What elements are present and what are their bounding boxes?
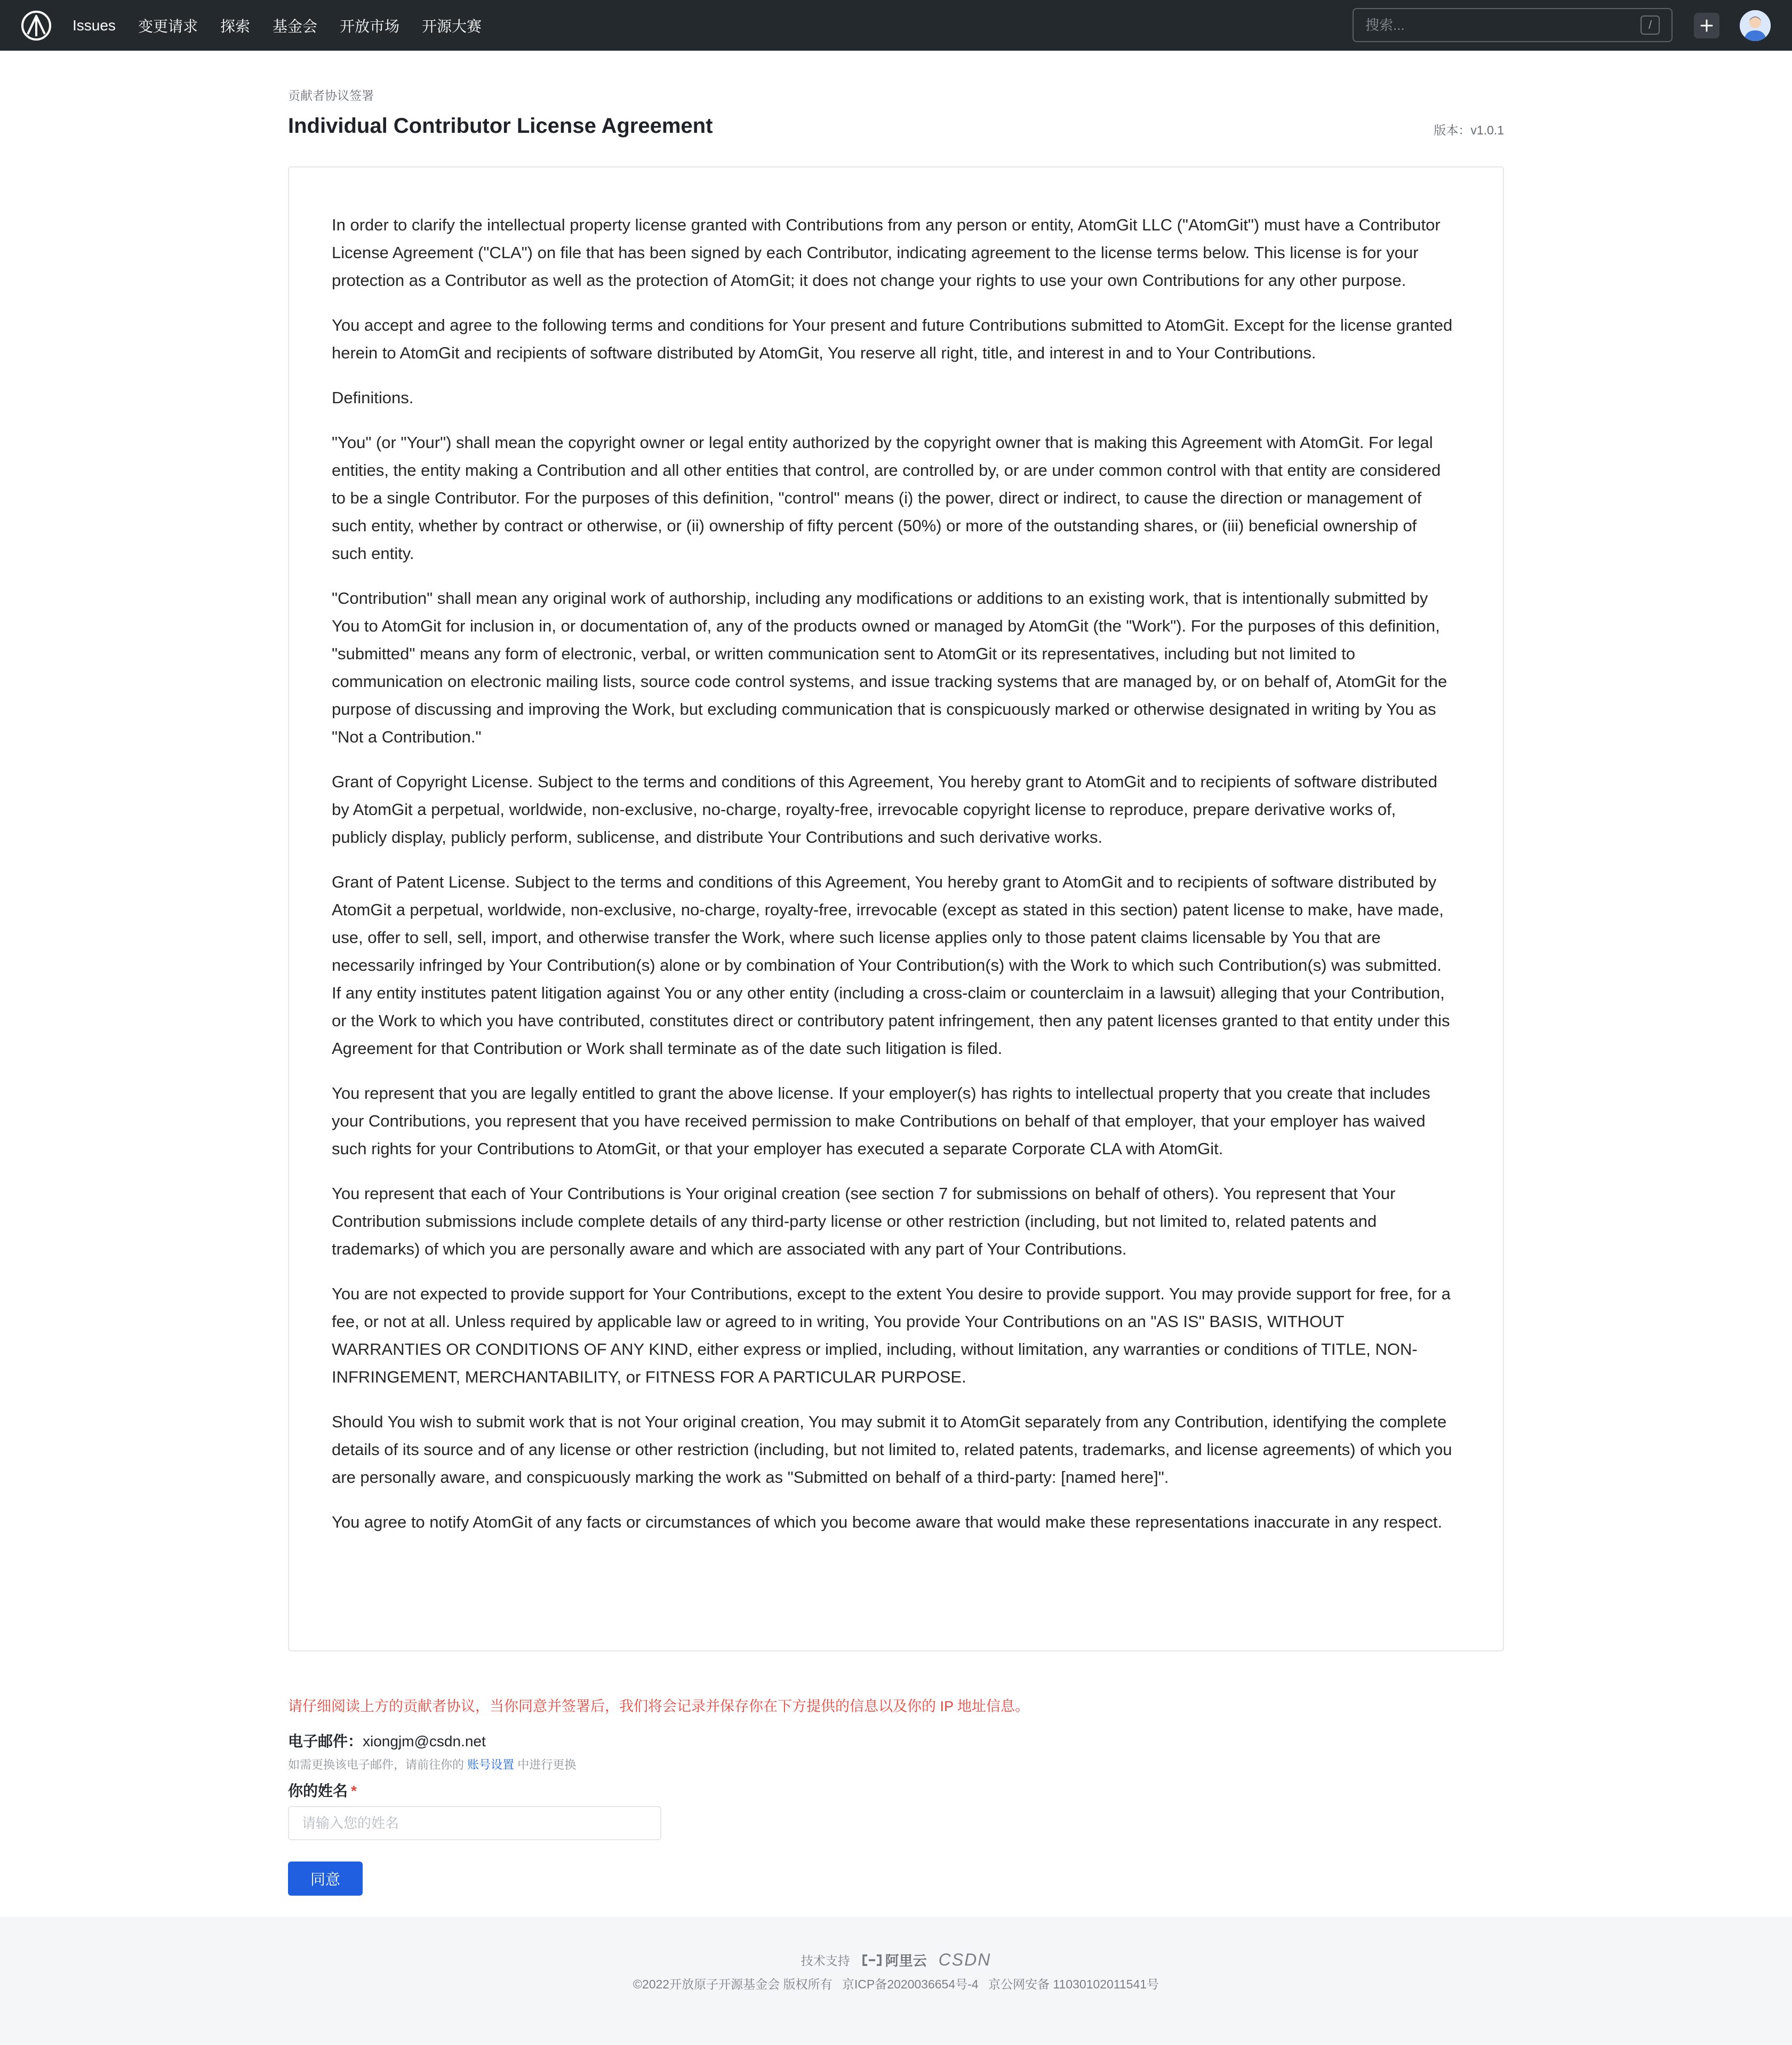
agreement-paragraph: You are not expected to provide support for Your Contributions, except to the extent You desire to provide support. You may provide support for free, for a fee, or not at all. Unless required by applicable law or agreed to in writing, You provide Your Contributions on an "AS IS" BASIS, WITHOUT WARRANTIES OR CONDITIONS OF ANY KIND, either express or implied, including, without limitation, any warranties or conditions of TITLE, NON-INFRINGEMENT, MERCHANTABILITY, or FITNESS FOR A PARTICULAR PURPOSE. xyxy=(332,1284,1451,1386)
nav-link-foundation[interactable]: 基金会 xyxy=(272,18,317,35)
nav-link-contest[interactable]: 开源大赛 xyxy=(422,18,482,35)
agreement-paragraph: "Contribution" shall mean any original work of authorship, including any modifications or additions to an existing work, that is intentionally submitted by You to AtomGit for inclusion in, or documentation of, any of the products owned or managed by AtomGit (the "Work"). For the purposes of this definition, "submitted" means any form of electronic, verbal, or written communication sent to AtomGit or its representatives, including but not limited to communication on electronic mailing lists, source code control systems, and issue tracking systems that are managed by, or on behalf of, AtomGit for the purpose of discussing and improving the Work, but excluding communication that is conspicuously marked or otherwise designated in writing by You as "Not a Contribution." xyxy=(332,589,1447,746)
nav-link-open-market[interactable]: 开放市场 xyxy=(339,18,399,35)
page-title: Individual Contributor License Agreement xyxy=(288,114,713,138)
nav-links xyxy=(73,0,504,51)
agreement-paragraph: You represent that you are legally entitled to grant the above license. If your employer(s) has rights to intellectual property that you create that includes your Contributions, you represent that you have received permission to make Contributions on behalf of that employer, that your employer has waived such rights for your Contributions to AtomGit, or that your employer has executed a separate Corporate CLA with AtomGit. xyxy=(332,1084,1430,1158)
agree-button[interactable]: 同意 xyxy=(288,1862,363,1896)
nav-link-issues[interactable]: Issues xyxy=(73,17,116,34)
name-label xyxy=(288,1779,357,1801)
search-box xyxy=(1353,8,1673,42)
search-shortcut-key: / xyxy=(1641,15,1660,35)
version-label: 版本：v1.0.1 xyxy=(1434,123,1504,137)
email-value: xiongjm@csdn.net xyxy=(363,1733,486,1750)
avatar-icon xyxy=(1740,10,1771,41)
nav-link-explore[interactable]: 探索 xyxy=(220,18,250,35)
agreement-paragraph: You represent that each of Your Contributions is Your original creation (see section 7 for submissions on behalf of others). You represent that Your Contribution submissions include complete details of any third-party license or other restriction (including, but not limited to, related patents and trademarks) of which you are personally aware and which are associated with any part of Your Contributions. xyxy=(332,1184,1396,1258)
email-hint xyxy=(288,1756,576,1772)
agreement-paragraph: Should You wish to submit work that is not Your original creation, You may submit it to AtomGit separately from any Contribution, identifying the complete details of its source and of any license or other restriction (including, but not limited to, related patents, trademarks, and license agreements) of which you are personally aware, and conspicuously marking the work as "Submitted on behalf of a third-party: [named here]". xyxy=(332,1412,1452,1487)
agreement-paragraph: Grant of Copyright License. Subject to the terms and conditions of this Agreement, You hereby grant to AtomGit and to recipients of software distributed by AtomGit a perpetual, worldwide, non-exclusive, no-charge, royalty-free, irrevocable copyright license to reproduce, prepare derivative works of, publicly display, publicly perform, sublicense, and distribute Your Contributions and such derivative works. xyxy=(332,772,1438,846)
agreement-paragraph: "You" (or "Your") shall mean the copyright owner or legal entity authorized by the copyright owner that is making this Agreement with AtomGit. For legal entities, the entity making a Contribution and all other entities that control, are controlled by, or are under common control with that entity are considered to be a single Contributor. For the purposes of this definition, "control" means (i) the power, direct or indirect, to cause the direction or management of such entity, whether by contract or otherwise, or (ii) ownership of fifty percent (50%) or more of the outstanding shares, or (iii) beneficial ownership of such entity. xyxy=(332,433,1441,563)
search-input[interactable] xyxy=(1365,17,1641,34)
required-mark: * xyxy=(351,1783,357,1799)
user-avatar[interactable] xyxy=(1740,10,1771,41)
account-settings-link[interactable]: 账号设置 xyxy=(467,1758,515,1771)
sign-notice: 请仔细阅读上方的贡献者协议，当你同意并签署后，我们将会记录并保存你在下方提供的信息以及你的 IP 地址信息。 xyxy=(288,1698,1030,1714)
top-navbar xyxy=(0,0,1792,51)
aliyun-brand[interactable] xyxy=(862,1950,927,1970)
aliyun-logo-icon xyxy=(862,1954,882,1967)
agreement-paragraph: You agree to notify AtomGit of any facts or circumstances of which you become aware that would make these representations inaccurate in any respect. xyxy=(332,1513,1443,1531)
copyright-text: ©2022开放原子开源基金会 版权所有 xyxy=(633,1977,833,1991)
create-new-button[interactable] xyxy=(1694,13,1719,38)
footer-support xyxy=(0,1950,1792,1970)
support-label: 技术支持 xyxy=(801,1954,850,1968)
plus-icon xyxy=(1699,18,1714,33)
footer xyxy=(0,1917,1792,2045)
name-label-text: 你的姓名 xyxy=(288,1783,348,1799)
agreement-content xyxy=(288,166,1504,1651)
agreement-paragraph: You accept and agree to the following terms and conditions for Your present and future Contributions submitted to AtomGit. Except for the license granted herein to AtomGit and recipients of software distributed by AtomGit, You reserve all right, title, and interest in and to Your Contributions. xyxy=(332,316,1453,362)
agreement-paragraph: In order to clarify the intellectual property license granted with Contributions from any person or entity, AtomGit LLC ("AtomGit") must have a Contributor License Agreement ("CLA") on file that has been signed by each Contributor, indicating agreement to the license terms below. This license is for your protection as a Contributor as well as the protection of AtomGit; it does not change your rights to use your own Contributions for any other purpose. xyxy=(332,215,1441,290)
agreement-paragraph: Grant of Patent License. Subject to the terms and conditions of this Agreement, You hereby grant to AtomGit and to recipients of software distributed by AtomGit a perpetual, worldwide, non-exclusive, no-charge, royalty-free, irrevocable (except as stated in this section) patent license to make, have made, use, offer to sell, sell, import, and otherwise transfer the Work, where such license applies only to those patent claims licensable by You that are necessarily infringed by Your Contribution(s) alone or by combination of Your Contribution(s) with the Work to which such Contribution(s) was submitted. If any entity institutes patent litigation against You or any other entity (including a cross-claim or counterclaim in a lawsuit) alleging that your Contribution, or the Work to which you have contributed, constitutes direct or contributory patent infringement, then any patent licenses granted to that entity under this Agreement for that Contribution or Work shall terminate as of the date such litigation is filed. xyxy=(332,873,1450,1058)
csdn-brand[interactable]: CSDN xyxy=(938,1950,991,1969)
icp-link[interactable]: 京ICP备2020036654号-4 xyxy=(842,1977,979,1991)
email-label: 电子邮件： xyxy=(288,1733,363,1750)
email-line xyxy=(288,1730,486,1751)
email-hint-prefix: 如需更换该电子邮件，请前往你的 xyxy=(288,1758,465,1771)
footer-copyright xyxy=(0,1975,1792,1992)
agreement-paragraph: Definitions. xyxy=(332,388,414,407)
email-hint-suffix: 中进行更换 xyxy=(517,1758,577,1771)
aliyun-brand-text: 阿里云 xyxy=(885,1953,927,1969)
name-input[interactable] xyxy=(288,1806,661,1840)
atomgit-logo-icon[interactable] xyxy=(20,10,52,42)
breadcrumb: 贡献者协议签署 xyxy=(288,89,374,102)
nav-link-change-requests[interactable]: 变更请求 xyxy=(138,18,198,35)
police-record-link[interactable]: 京公网安备 11030102011541号 xyxy=(988,1977,1159,1991)
